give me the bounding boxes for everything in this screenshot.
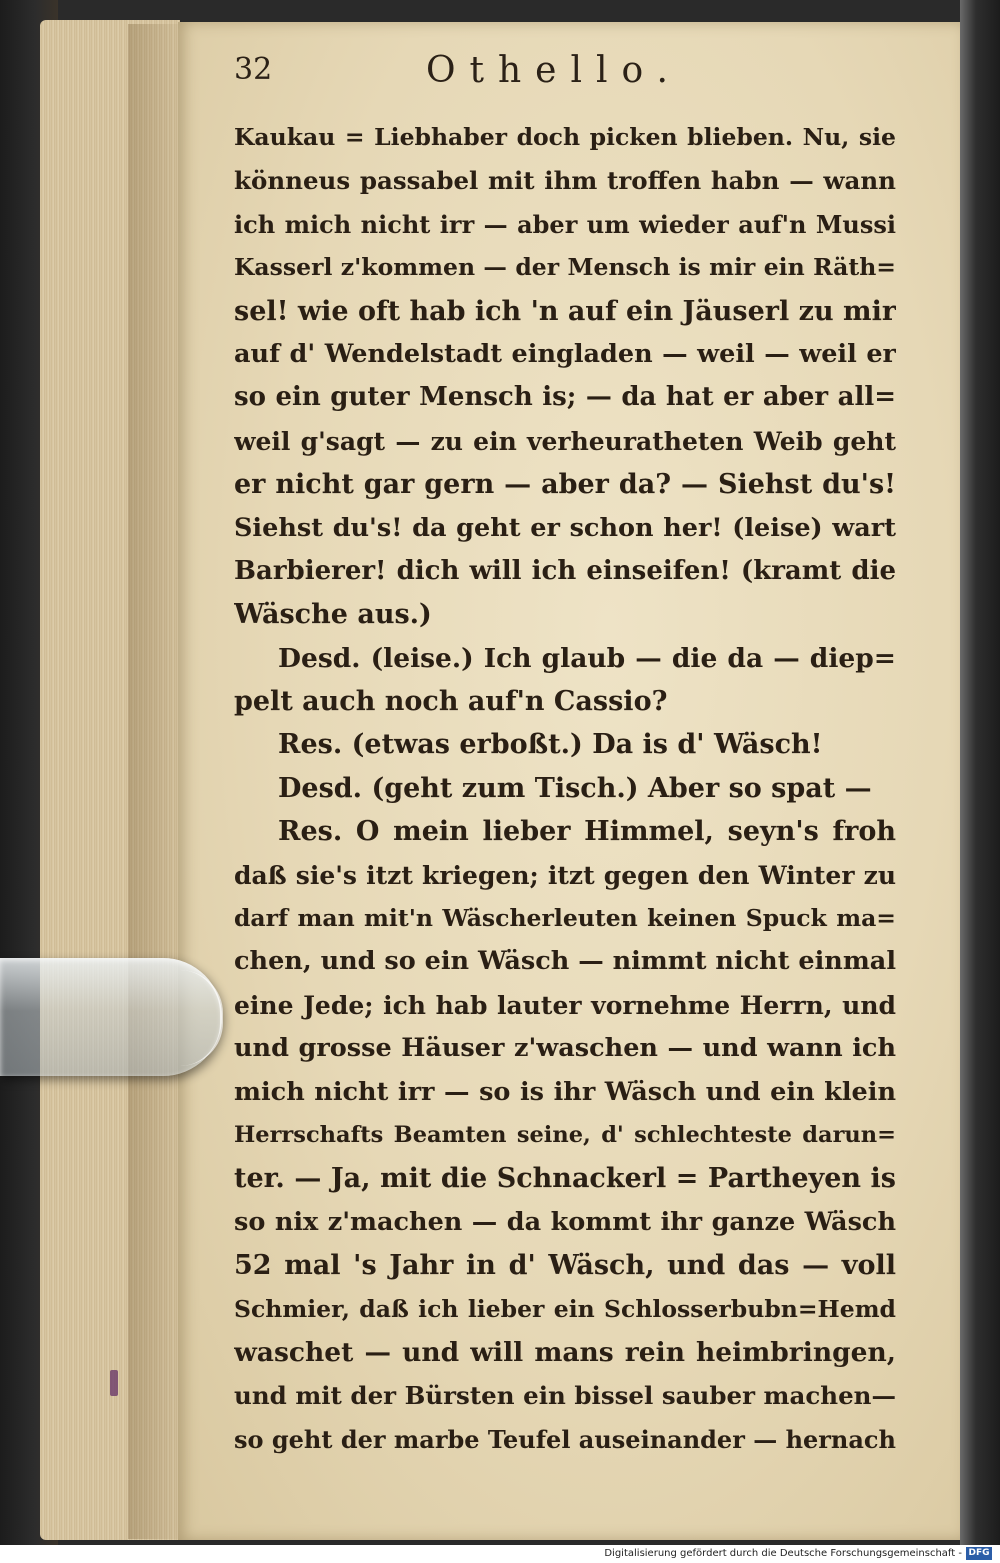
text-line: Kasserl z'kommen — der Mensch is mir ein Räth= bbox=[234, 253, 896, 282]
text-line: so ein guter Mensch is; — da hat er aber all= bbox=[234, 382, 896, 413]
text-line: so geht der marbe Teufel auseinander — hernach bbox=[234, 1424, 896, 1454]
text-line: darf man mit'n Wäscherleuten keinen Spuck ma= bbox=[234, 904, 896, 933]
running-title: Othello. bbox=[426, 50, 682, 91]
text-line: Herrschafts Beamten seine, d' schlechteste darun= bbox=[234, 1121, 896, 1148]
text-line: chen, und so ein Wäsch — nimmt nicht einmal bbox=[234, 946, 896, 977]
text-line: Kaukau = Liebhaber doch picken blieben. Nu, sie bbox=[234, 123, 896, 151]
text-line: und grosse Häuser z'waschen — und wann ich bbox=[234, 1033, 896, 1064]
page-header bbox=[234, 52, 894, 102]
text-line: mich nicht irr — so is ihr Wäsch und ein klein bbox=[234, 1076, 896, 1107]
text-line: Desd. (leise.) Ich glaub — die da — diep= bbox=[278, 642, 896, 674]
text-line: auf d' Wendelstadt eingladen — weil — weil er bbox=[234, 338, 896, 369]
text-line: Siehst du's! da geht er schon her! (leise) wart bbox=[234, 512, 896, 543]
funding-credit: Digitalisierung gefördert durch die Deutsche Forschungsgemeinschaft - bbox=[604, 1548, 962, 1559]
dfg-logo: DFG bbox=[966, 1547, 992, 1560]
text-line: Wäsche aus.) bbox=[234, 599, 432, 631]
text-line: weil g'sagt — zu ein verheuratheten Weib geht bbox=[234, 426, 896, 456]
text-line: daß sie's itzt kriegen; itzt gegen den Winter zu bbox=[234, 860, 896, 890]
page-number: 32 bbox=[234, 52, 273, 87]
text-line: Desd. (geht zum Tisch.) Aber so spat — bbox=[278, 772, 872, 804]
text-line: Res. O mein lieber Himmel, seyn's froh bbox=[278, 816, 896, 848]
text-line: sel! wie oft hab ich 'n auf ein Jäuserl zu mir bbox=[234, 295, 896, 327]
text-line: 52 mal 's Jahr in d' Wäsch, und das — voll bbox=[234, 1250, 896, 1282]
text-line: pelt auch noch auf'n Cassio? bbox=[234, 686, 668, 718]
book-cover-right bbox=[960, 0, 1000, 1545]
text-line: Res. (etwas erboßt.) Da is d' Wäsch! bbox=[278, 729, 823, 761]
text-line: ich mich nicht irr — aber um wieder auf'n Mussi bbox=[234, 209, 896, 239]
text-line: waschet — und will mans rein heimbringen, bbox=[234, 1336, 896, 1368]
text-line: so nix z'machen — da kommt ihr ganze Wäsch bbox=[234, 1206, 896, 1237]
text-line: er nicht gar gern — aber da? — Siehst du's! bbox=[234, 469, 896, 501]
text-line: und mit der Bürsten ein bissel sauber machen— bbox=[234, 1381, 896, 1411]
text-line: eine Jede; ich hab lauter vornehme Herrn, und bbox=[234, 990, 896, 1020]
page-body-text bbox=[234, 116, 896, 1461]
text-line: Barbierer! dich will ich einseifen! (kramt die bbox=[234, 555, 896, 586]
text-line: ter. — Ja, mit die Schnackerl = Partheyen is bbox=[234, 1163, 896, 1195]
text-line: könneus passabel mit ihm troffen habn — wann bbox=[234, 166, 896, 196]
text-line: Schmier, daß ich lieber ein Schlosserbubn=Hemd bbox=[234, 1294, 896, 1323]
margin-color-mark bbox=[110, 1370, 118, 1396]
